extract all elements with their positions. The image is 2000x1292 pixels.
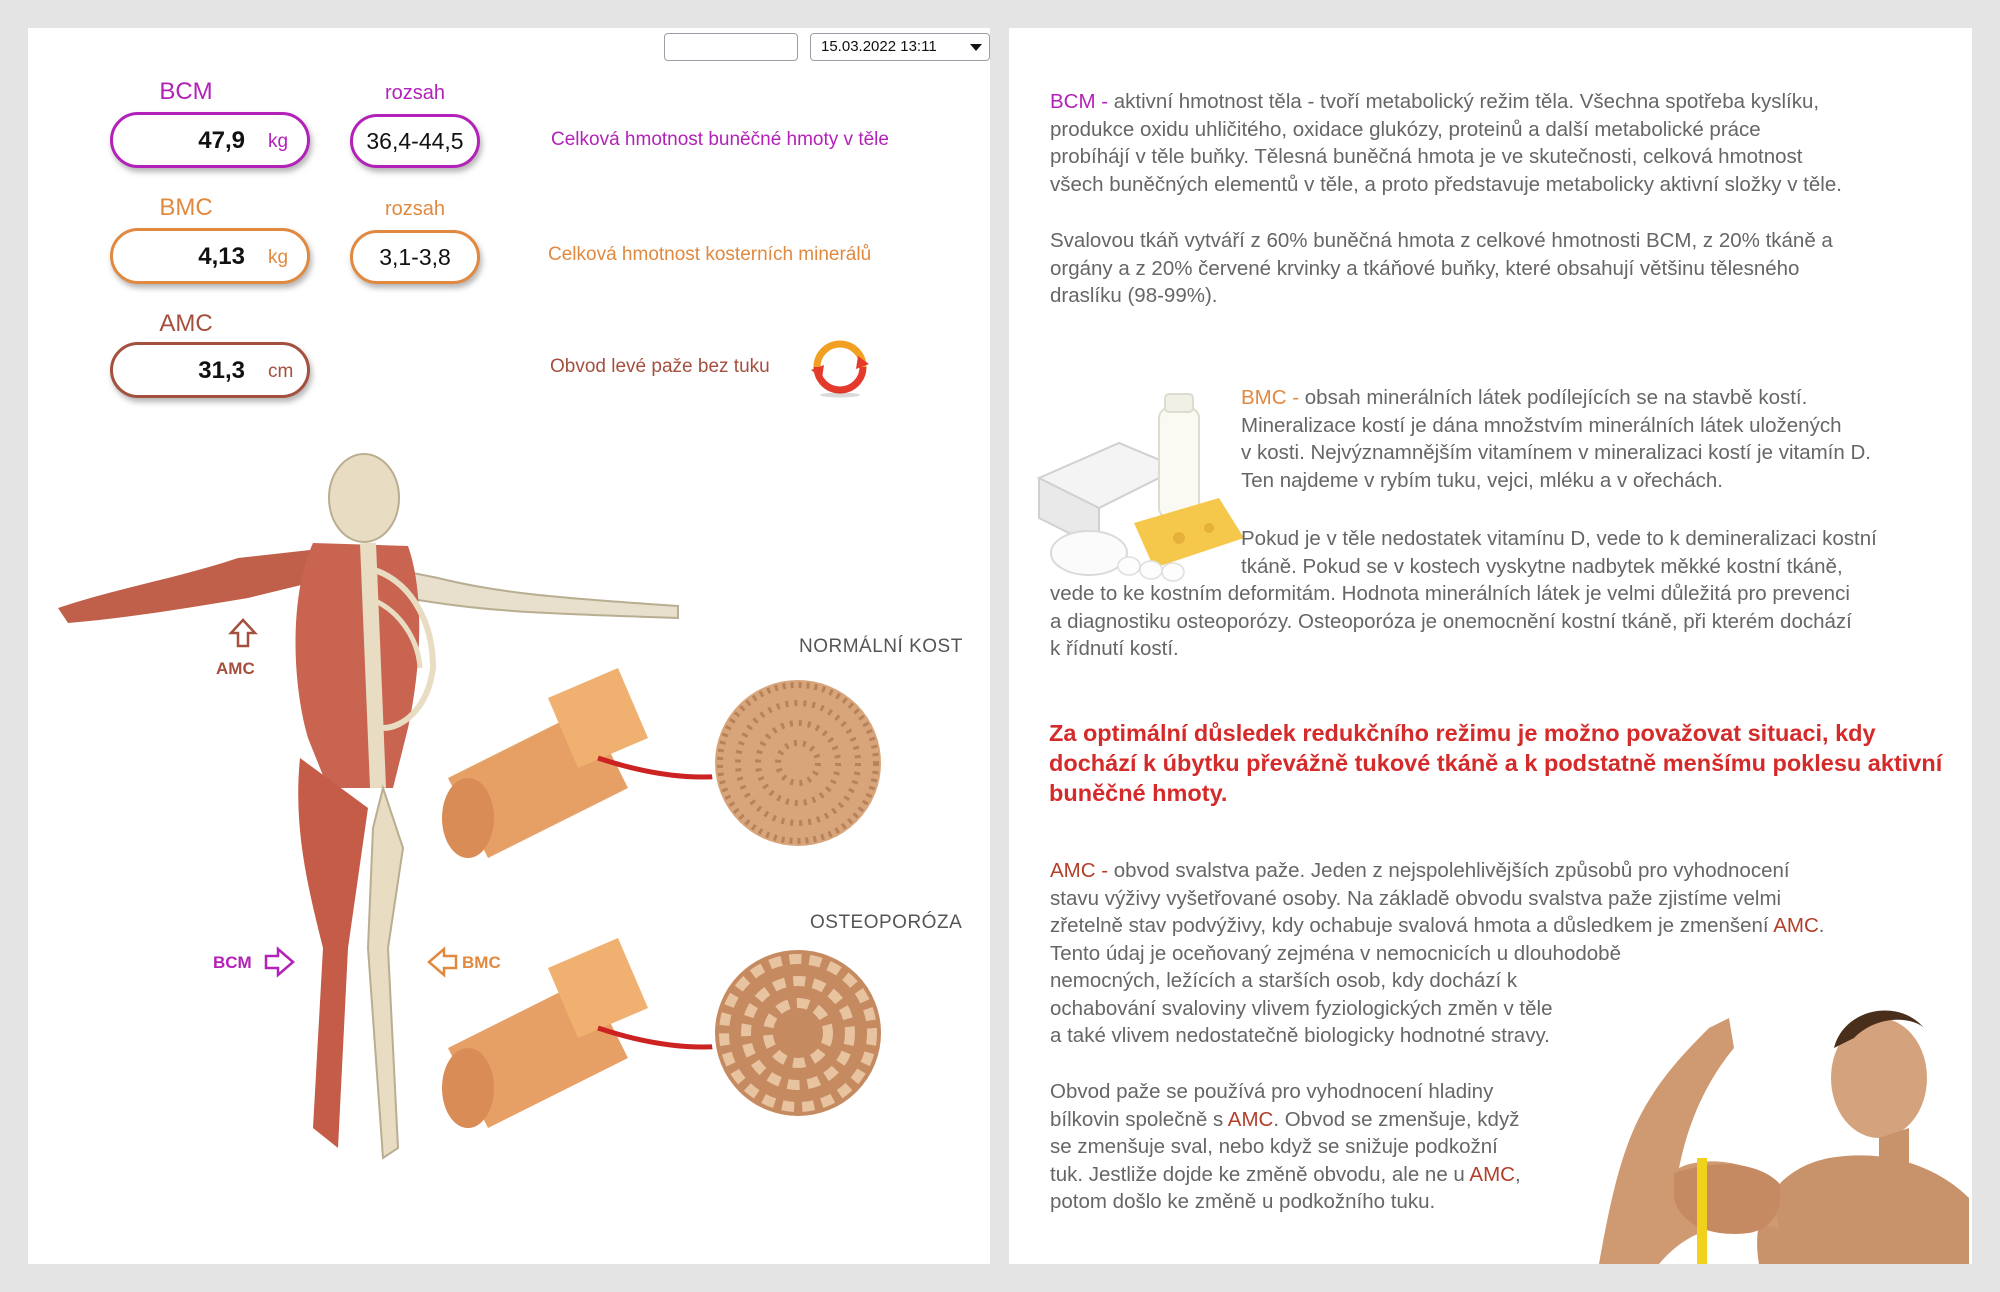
measurement-date-select[interactable]: [810, 33, 990, 61]
bmc-range-box: 3,1-3,8: [350, 230, 480, 284]
left-leg-muscle-shape: [298, 758, 368, 1148]
left-panel: [28, 28, 990, 1264]
bcm-description: Celková hmotnost buněčné hmoty v těle: [551, 129, 889, 150]
spine-shape: [368, 543, 378, 788]
bmc-value: 4,13: [198, 243, 245, 270]
bcm-keyword: BCM -: [1050, 90, 1109, 113]
date-select-value: 15.03.2022 13:11: [821, 38, 937, 55]
bcm-range-label: rozsah: [384, 82, 446, 104]
bmc-keyword: BMC -: [1241, 386, 1300, 409]
amc-label: AMC: [159, 310, 213, 337]
amc-value: 31,3: [198, 357, 245, 384]
blank-input-field[interactable]: [664, 33, 798, 61]
osteoporosis-bone-illustration: [428, 928, 908, 1148]
skull-shape: [329, 454, 399, 542]
bmc-value-box: [110, 228, 310, 284]
amc-keyword: AMC -: [1050, 859, 1109, 882]
normal-bone-caption: NORMÁLNÍ KOST: [799, 636, 963, 657]
bmc-paragraph: BMC - obsah minerálních látek podílejících se na stavbě kostí. Mineralizace kostí je dána množstvím minerálních látek uložených v kosti. Nejvýznamnějším vitamínem v mineralizaci kostí je vitamín D. Ten najdeme v rybím tuku, vejci, mléku a v ořechách.: [1241, 386, 1871, 492]
amc-value-box: [110, 342, 310, 398]
normal-bone-illustration: [428, 658, 908, 878]
left-arm-muscle-shape: [58, 548, 330, 623]
right-panel: [1009, 28, 1972, 1264]
bmc-label: BMC: [159, 194, 213, 221]
amc-arrow-icon: [231, 620, 255, 646]
bcm-range-box: 36,4-44,5: [350, 114, 480, 168]
bmc-unit: kg: [268, 247, 289, 268]
dairy-products-illustration: [1029, 388, 1249, 588]
bmc-figure-label: BMC: [462, 953, 501, 972]
amc-description: Obvod levé paže bez tuku: [550, 356, 770, 377]
bcm-arrow-icon: [266, 949, 293, 975]
torso-muscle-shape: [296, 543, 420, 788]
bcm-unit: kg: [268, 131, 289, 152]
bcm-value-box: [110, 112, 310, 168]
reduction-regime-heading: Za optimální důsledek redukčního režimu je možno považovat situaci, kdy dochází k úbytku převážně tukové tkáně a k podstatně menšímu poklesu aktivní buněčné hmoty.: [1049, 720, 1943, 806]
bcm-value: 47,9: [198, 127, 245, 154]
muscle-paragraph: Svalovou tkáň vytváří z 60% buněčná hmota z celkové hmotnosti BCM, z 20% tkáně a orgány a z 20% červené krvinky a tkáňové buňky, které obsahují většinu tělesného draslíku (98-99%).: [1050, 229, 1833, 307]
amc-paragraph: AMC - obvod svalstva paže. Jeden z nejspolehlivějších způsobů pro vyhodnocení stavu výživy vyšetřované osoby. Na základě obvodu svalstva paže zjistíme velmi zřetelně stav podvýživy, kdy ochabuje svalová hmota a důsledkem je zmenšení AMC. Tento údaj je oceňovaný zejména v nemocnicích u dlouhodobě nemocných, ležících a starších osob, kdy dochází k ochabování svaloviny vlivem fyziologických změn v těle a také vlivem nedostatečně biologicky hodnotné stravy.: [1050, 859, 1825, 1047]
bmc-range-label: rozsah: [384, 198, 446, 220]
refresh-icon[interactable]: [809, 336, 871, 398]
right-leg-bone-shape: [368, 788, 403, 1158]
arm-circumference-paragraph: Obvod paže se používá pro vyhodnocení hladiny bílkovin společně s AMC. Obvod se zmenšuje, když se zmenšuje sval, nebo když se snižuje podkožní tuk. Jestliže dojde ke změně obvodu, ale ne u AMC, potom došlo ke změně u podkožního tuku.: [1050, 1080, 1521, 1213]
bmc-description: Celková hmotnost kosterních minerálů: [548, 244, 872, 265]
bcm-figure-label: BCM: [213, 953, 252, 972]
amc-unit: cm: [268, 361, 294, 382]
osteoporosis-caption: OSTEOPORÓZA: [810, 912, 963, 933]
vitamin-d-paragraph-bottom: vede to ke kostním deformitám. Hodnota minerálních látek je velmi důležitá pro prevenci a diagnostiku osteoporózy. Osteoporóza je onemocnění kostní tkáně, při kterém dochází k řídnutí kostí.: [1050, 582, 1852, 660]
bcm-label: BCM: [159, 78, 213, 105]
dropdown-arrow-icon[interactable]: [970, 44, 982, 51]
bcm-paragraph: BCM - aktivní hmotnost těla - tvoří metabolický režim těla. Všechna spotřeba kyslíku, produkce oxidu uhličitého, oxidace glukózy, proteinů a další metabolické práce probíhájí v těle buňky. Tělesná buněčná hmota je ve skutečnosti, celková hmotnost všech buněčných elementů v těle, a proto představuje metabolicky aktivní složky v těle.: [1050, 90, 1842, 196]
flexing-man-illustration: [1579, 968, 1969, 1264]
amc-figure-label: AMC: [216, 659, 255, 678]
vitamin-d-paragraph-top: Pokud je v těle nedostatek vitamínu D, vede to k demineralizaci kostní tkáně. Pokud se v kostech vyskytne nadbytek měkké kostní tkáně,: [1241, 527, 1877, 578]
